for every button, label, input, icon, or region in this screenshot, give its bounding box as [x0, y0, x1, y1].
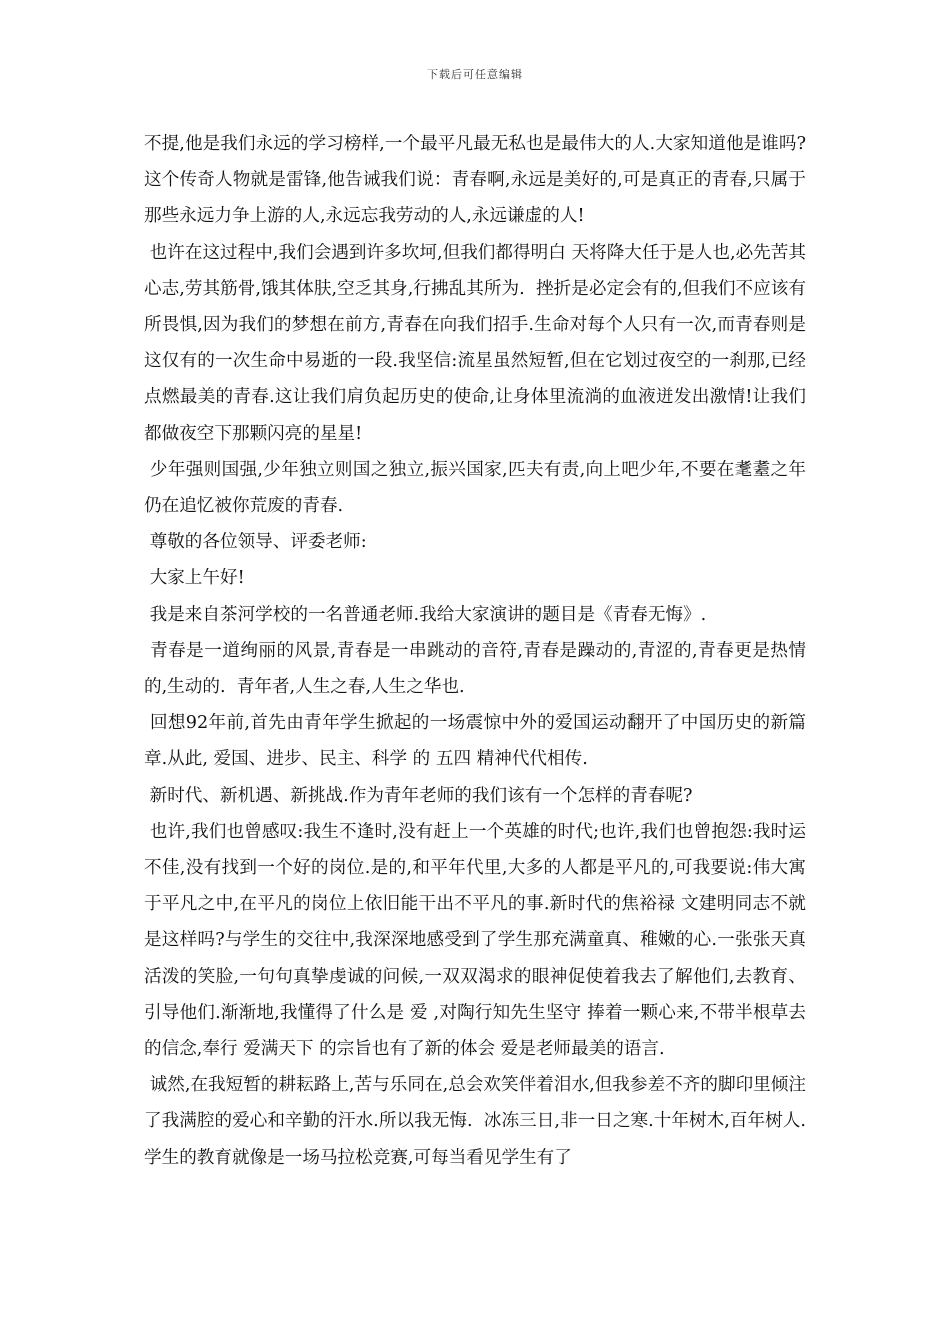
paragraph: 少年强则国强,少年独立则国之独立,振兴国家,匹夫有责,向上吧少年,不要在耄耋之年仍在追忆被你荒废的青春.: [144, 459, 807, 517]
paragraph: 尊敬的各位领导、评委老师:: [144, 532, 367, 553]
paragraph: 青春是一道绚丽的风景,青春是一串跳动的音符,青春是躁动的,青涩的,青春更是热情的,生动的. 青年者,人生之春,人生之华也.: [144, 640, 806, 698]
paragraph: 大家上午好!: [144, 568, 245, 589]
page-header: 下载后可任意编辑: [427, 68, 523, 81]
document-body: [144, 126, 818, 1176]
paragraph: 我是来自茶河学校的一名普通老师.我给大家演讲的题目是《青春无悔》.: [144, 604, 707, 625]
paragraph: 也许,我们也曾感叹:我生不逢时,没有赶上一个英雄的时代;也许,我们也曾抱怨:我时运不佳,没有找到一个好的岗位.是的,和平年代里,大多的人都是平凡的,可我要说:伟大寓于平凡之中,在平凡的岗位上依旧能干出不平凡的事.新时代的焦裕禄 文建明同志不就是这样吗?与学生的交往中,我深深地感受到了学生那充满童真、稚嫩的心.一张张天真活泼的笑脸,一句句真挚虔诚的问候,一双双渴求的眼神促使着我去了解他们,去教育、引导他们.渐渐地,我懂得了什么是 爱 ,对陶行知先生坚守 捧着一颗心来,不带半根草去 的信念,奉行 爱满天下 的宗旨也有了新的体会 爱是老师最美的语言.: [144, 821, 812, 1060]
paragraph: 不提,他是我们永远的学习榜样,一个最平凡最无私也是最伟大的人.大家知道他是谁吗?这个传奇人物就是雷锋,他告诫我们说：青春啊,永远是美好的,可是真正的青春,只属于那些永远力争上游的人,永远忘我劳动的人,永远谦虚的人!: [144, 134, 806, 227]
paragraph: 诚然,在我短暂的耕耘路上,苦与乐同在,总会欢笑伴着泪水,但我参差不齐的脚印里倾注了我满腔的爱心和辛勤的汗水.所以我无悔. 冰冻三日,非一日之寒.十年树木,百年树人. 学生的教育就像是一场马拉松竞赛,可每当看见学生有了: [144, 1075, 818, 1168]
paragraph: 新时代、新机遇、新挑战.作为青年老师的我们该有一个怎样的青春呢?: [144, 785, 693, 806]
paragraph: 也许在这过程中,我们会遇到许多坎坷,但我们都得明白 天将降大任于是人也,必先苦其心志,劳其筋骨,饿其体肤,空乏其身,行拂乱其所为. 挫折是必定会有的,但我们不应该有所畏惧,因为我们的梦想在前方,青春在向我们招手.生命对每个人只有一次,而青春则是这仅有的一次生命中易逝的一段.我坚信:流星虽然短暂,但在它划过夜空的一刹那,已经点燃最美的青春.这让我们肩负起历史的使命,让身体里流淌的血液迸发出激情!让我们都做夜空下那颗闪亮的星星!: [144, 242, 806, 444]
paragraph: 回想92年前,首先由青年学生掀起的一场震惊中外的爱国运动翻开了中国历史的新篇章.从此, 爱国、进步、民主、科学 的 五四 精神代代相传.: [144, 713, 807, 770]
